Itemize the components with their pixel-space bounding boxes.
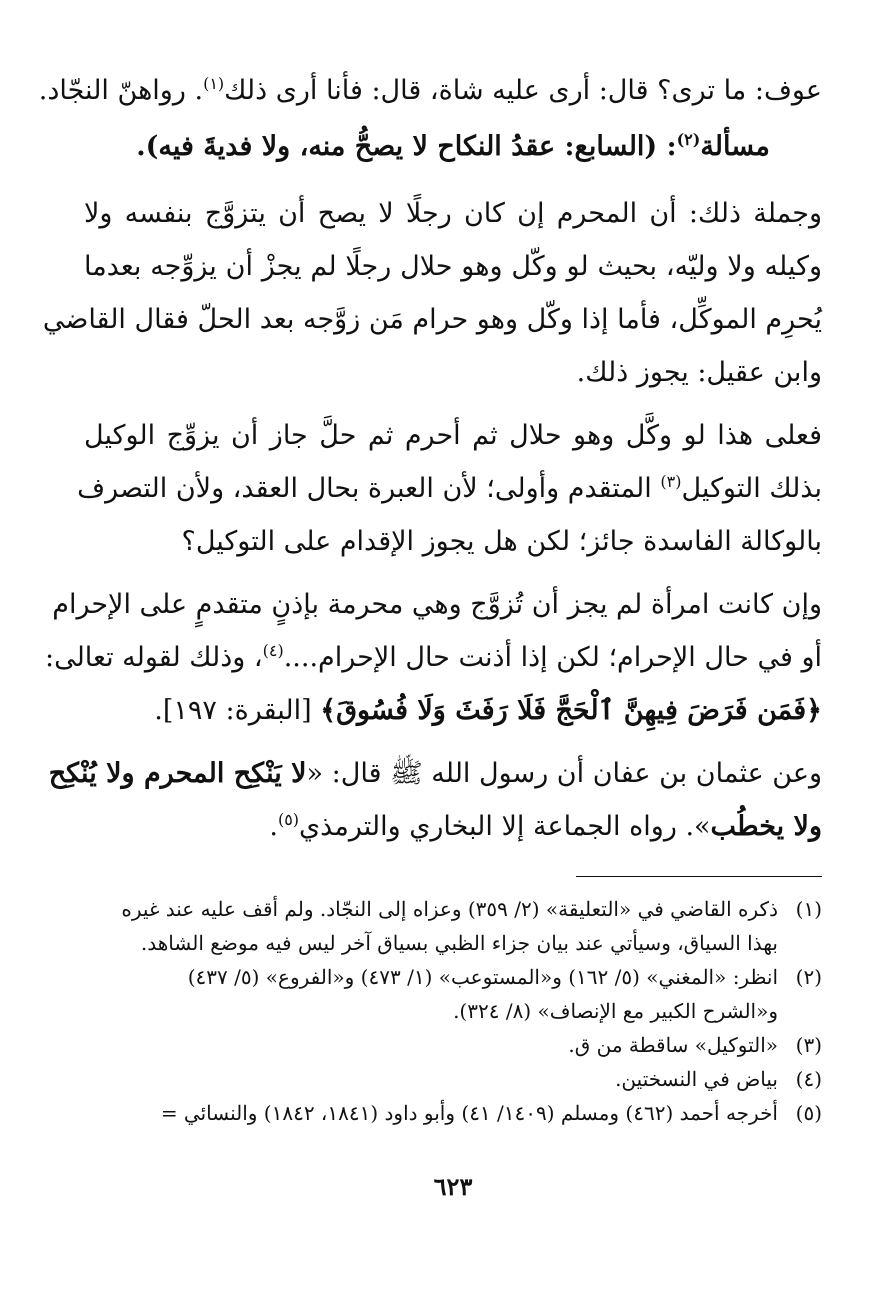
verse-reference: [البقرة: ١٩٧]. [154, 695, 321, 726]
book-page [38, 64, 822, 1244]
footnote-line [84, 960, 822, 994]
body-line: وجملة ذلك: أن المحرم إن كان رجلًا لا يصح أن يتزوَّج بنفسه ولا [84, 198, 822, 229]
footnote-number: (١) [795, 897, 822, 921]
text-segment: وعن عثمان بن عفان أن رسول الله ﷺ قال: « [306, 758, 822, 789]
body-line [38, 64, 822, 117]
text-segment: ، وذلك لقوله تعالى: [44, 642, 263, 673]
text-segment: ». رواه الجماعة إلا البخاري والترمذي [299, 811, 711, 842]
body-line: يُحرِم الموكِّل، فأما إذا وكّل وهو حرام مَن زوَّجه بعد الحلّ فقال القاضي [42, 304, 822, 335]
footnote-number: (٤) [795, 1067, 822, 1091]
body-line: وابن عقيل: يجوز ذلك. [576, 357, 822, 388]
footnote-line [84, 1062, 822, 1096]
text-segment: المتقدم وأولى؛ لأن العبرة بحال العقد، ولأن التصرف [77, 473, 661, 504]
footnote-marker: (٥) [277, 810, 300, 829]
body-line [84, 800, 822, 853]
body-line [84, 684, 822, 737]
paragraph-3 [44, 578, 822, 737]
body-line [44, 631, 822, 684]
footnote-line: بهذا السياق، وسيأتي عند بيان جزاء الظبي بسياق آخر ليس فيه موضع الشاهد. [140, 931, 778, 955]
text-segment: أو في حال الإحرام؛ لكن إذا أذنت حال الإحرام.... [283, 642, 822, 673]
footnote-marker: (١) [203, 74, 225, 93]
text-segment: بذلك التوكيل [681, 473, 822, 504]
text-segment: عوف: ما ترى؟ قال: أرى عليه شاة، قال: فأنا أرى ذلك [224, 75, 822, 106]
heading-text: : (السابع: عقدُ النكاح لا يصحُّ منه، ولا فديةَ فيه). [136, 131, 677, 162]
body-line: وإن كانت امرأة لم يجز أن تُزوَّج وهي محرمة بإذنٍ متقدمٍ على الإحرام [52, 589, 822, 620]
body-line: وكيله ولا وليّه، بحيث لو وكّل وهو حلال رجلًا لم يجزْ أن يزوِّجه بعدما [84, 251, 822, 282]
footnote-number: (٥) [795, 1101, 822, 1125]
footnote-text: بياض في النسختين. [615, 1067, 778, 1091]
issue-heading [84, 117, 822, 177]
body-line [48, 747, 822, 800]
paragraph-1 [42, 187, 822, 399]
body-line: فعلى هذا لو وكَّل وهو حلال ثم أحرم ثم حلَّ جاز أن يزوِّج الوكيل [84, 420, 822, 451]
footnote-number: (٣) [795, 1033, 822, 1057]
text-segment: . رواهنّ النجّاد. [38, 75, 204, 106]
paragraph-2 [77, 409, 822, 568]
footnote-line [84, 1096, 822, 1130]
footnote-text: ذكره القاضي في «التعليقة» (٢/ ٣٥٩) وعزاه إلى النجّاد. ولم أقف عليه عند غيره [121, 897, 778, 921]
footnote-line [84, 1028, 822, 1062]
footnotes [84, 892, 822, 1130]
body-line: بالوكالة الفاسدة جائز؛ لكن هل يجوز الإقدام على التوكيل؟ [181, 526, 822, 557]
footnote-marker: (٣) [660, 472, 682, 491]
hadith-text: ولا يخطُب [710, 811, 822, 842]
hadith-text: لا يَنْكِح المحرم ولا يُنْكِح [48, 758, 307, 789]
heading-lead: مسألة [700, 131, 770, 162]
footnote-text: «التوكيل» ساقطة من ق. [568, 1033, 778, 1057]
footnote-marker: (٤) [262, 641, 284, 660]
footnote-text: أخرجه أحمد (٤٦٢) ومسلم (١٤٠٩/ ٤١) وأبو داود (١٨٤١، ١٨٤٢) والنسائي = [160, 1101, 778, 1125]
footnote-line [84, 892, 822, 926]
footnote-line: و«الشرح الكبير مع الإنصاف» (٨/ ٣٢٤). [453, 999, 778, 1023]
body-line [77, 462, 822, 515]
footnote-divider [576, 876, 822, 877]
footnote-marker: (٢) [676, 130, 701, 149]
text-segment: . [269, 811, 278, 842]
quran-verse: ﴿فَمَن فَرَضَ فِيهِنَّ ٱلْحَجَّ فَلَا رَفَثَ وَلَا فُسُوقَ﴾ [320, 695, 822, 726]
footnote-text: انظر: «المغني» (٥/ ١٦٢) و«المستوعب» (١/ ٤٧٣) و«الفروع» (٥/ ٤٣٧) [187, 965, 778, 989]
page-number: ٦٢٣ [433, 1172, 473, 1201]
paragraph-4 [48, 747, 822, 853]
footnote-number: (٢) [795, 965, 822, 989]
